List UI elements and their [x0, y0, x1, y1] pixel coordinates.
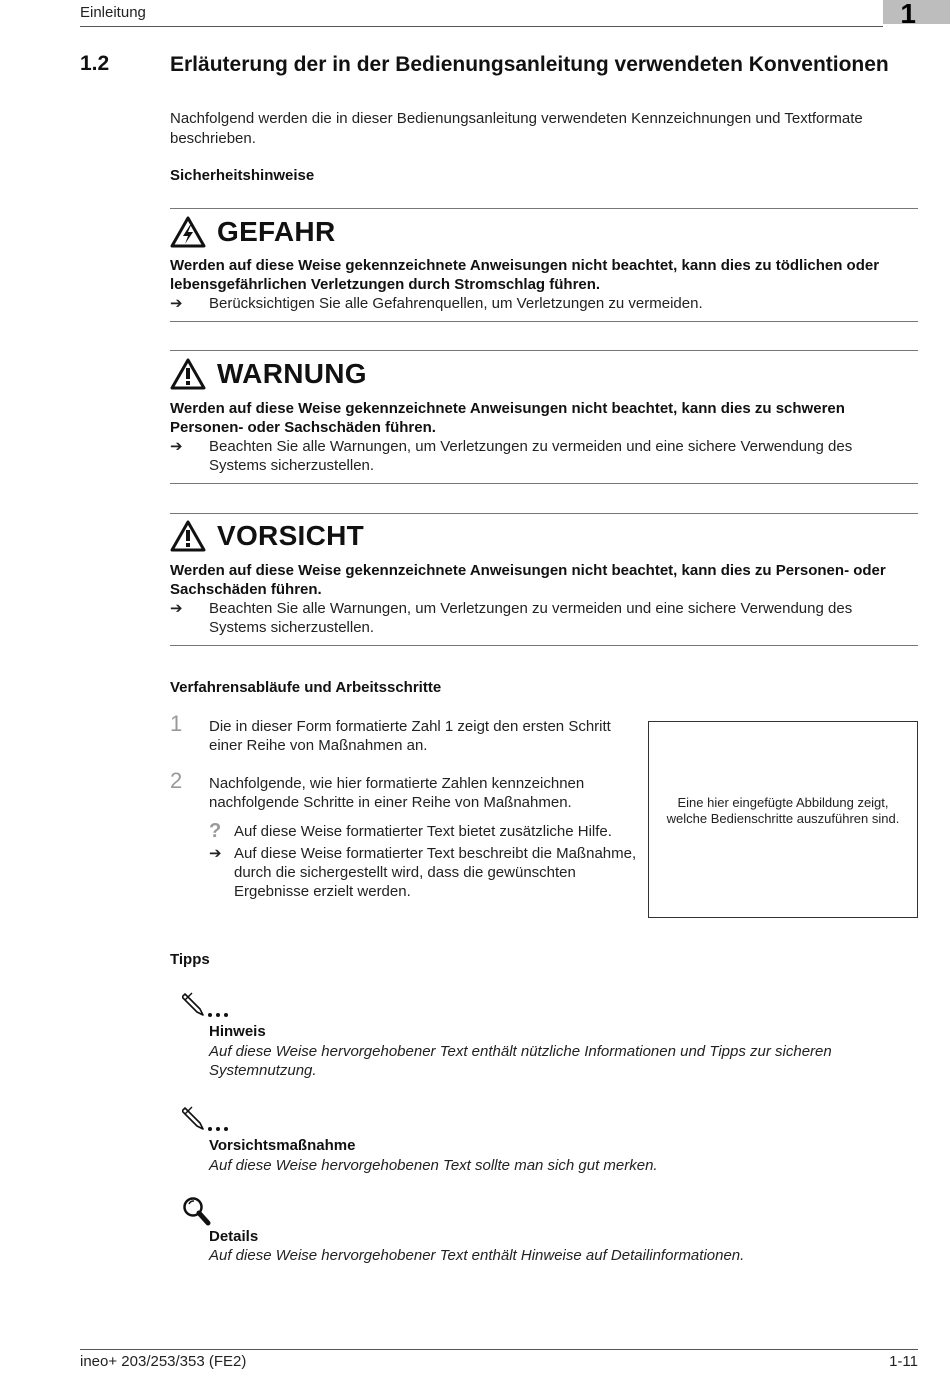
- warning-title-text: WARNUNG: [217, 358, 367, 389]
- section-title: Erläuterung der in der Bedienungsanleitung verwendeten Konventionen: [170, 53, 889, 76]
- footer-product: ineo+ 203/253/353 (FE2): [80, 1353, 247, 1370]
- footer-page-number: 1-11: [889, 1353, 918, 1370]
- procedure-heading: Verfahrensabläufe und Arbeitsschritte: [170, 679, 442, 696]
- caution-title-text: VORSICHT: [217, 520, 365, 551]
- section-intro: Nachfolgend werden die in dieser Bedienungsanleitung verwendeten Kennzeichnungen und Textformate beschrieben.: [170, 110, 863, 147]
- tip-title: Vorsichtsmaßnahme: [209, 1137, 356, 1154]
- danger-title: [170, 216, 335, 248]
- step-text: Nachfolgende, wie hier formatierte Zahlen kennzeichnen nachfolgende Schritte in einer Reihe von Maßnahmen.: [209, 775, 585, 811]
- arrow-icon: ➔: [170, 295, 183, 312]
- tips-heading: Tipps: [170, 951, 210, 968]
- warning-text: Werden auf diese Weise gekennzeichnete Anweisungen nicht beachtet, kann dies zu schweren Personen- oder Sachschäden führen.: [170, 400, 845, 436]
- step-number: 2: [170, 768, 183, 793]
- box-rule-bottom: [170, 645, 918, 646]
- warning-action-text: Beachten Sie alle Warnungen, um Verletzungen zu vermeiden und eine sichere Verwendung des Systems sicherzustellen.: [209, 438, 853, 474]
- safety-heading: Sicherheitshinweise: [170, 167, 315, 184]
- question-mark-icon: ?: [209, 820, 222, 842]
- tip-text: Auf diese Weise hervorgehobener Text enthält Hinweise auf Detailinformationen.: [209, 1247, 745, 1264]
- warning-title: [170, 358, 367, 390]
- arrow-icon: ➔: [170, 438, 183, 455]
- caution-title: [170, 520, 364, 552]
- figure-caption: Eine hier eingefügte Abbildung zeigt, welche Bedienschritte auszuführen sind.: [666, 795, 900, 826]
- section-number: 1.2: [80, 52, 110, 75]
- danger-action-text: Berücksichtigen Sie alle Gefahrenquellen, um Verletzungen zu vermeiden.: [209, 295, 703, 312]
- caution-text: Werden auf diese Weise gekennzeichnete Anweisungen nicht beachtet, kann dies zu Personen- oder Sachschäden führen.: [170, 562, 886, 598]
- box-rule-top: [170, 208, 918, 209]
- tip-title: Hinweis: [209, 1023, 266, 1040]
- step-text: Die in dieser Form formatierte Zahl 1 zeigt den ersten Schritt einer Reihe von Maßnahmen an.: [209, 718, 611, 754]
- note-pencil-icon: [182, 990, 234, 1025]
- electric-hazard-icon: [170, 216, 206, 248]
- warning-triangle-icon: [170, 358, 206, 390]
- danger-title-text: GEFAHR: [217, 216, 336, 247]
- chapter-label: Einleitung: [80, 4, 146, 21]
- tip-text: Auf diese Weise hervorgehobener Text enthält nützliche Informationen und Tipps zur sicheren Systemnutzung.: [209, 1043, 832, 1079]
- chapter-tab: [883, 0, 950, 29]
- box-rule-top: [170, 513, 918, 514]
- danger-text: Werden auf diese Weise gekennzeichnete Anweisungen nicht beachtet, kann dies zu tödlichen oder lebensgefährlichen Verletzungen durch Stromschlag führen.: [170, 257, 880, 293]
- box-rule-top: [170, 350, 918, 351]
- box-rule-bottom: [170, 483, 918, 484]
- help-text: Auf diese Weise formatierter Text bietet zusätzliche Hilfe.: [234, 823, 612, 840]
- figure-placeholder: [648, 721, 918, 918]
- box-rule-bottom: [170, 321, 918, 322]
- magnifier-icon: [182, 1196, 212, 1231]
- note-pencil-icon: [182, 1104, 234, 1139]
- step-number: 1: [170, 711, 183, 736]
- arrow-icon: ➔: [170, 600, 183, 617]
- chapter-number: 1: [900, 0, 916, 29]
- footer-rule: [80, 1349, 918, 1350]
- caution-triangle-icon: [170, 520, 206, 552]
- caution-action-text: Beachten Sie alle Warnungen, um Verletzungen zu vermeiden und eine sichere Verwendung des Systems sicherzustellen.: [209, 600, 853, 636]
- result-text: Auf diese Weise formatierter Text beschreibt die Maßnahme, durch die sichergestellt wird, dass die gewünschten Ergebnisse erzielt werden.: [234, 845, 637, 900]
- tip-text: Auf diese Weise hervorgehobenen Text sollte man sich gut merken.: [209, 1157, 658, 1174]
- header-rule: [80, 26, 883, 27]
- arrow-icon: ➔: [209, 845, 222, 862]
- tip-title: Details: [209, 1228, 259, 1245]
